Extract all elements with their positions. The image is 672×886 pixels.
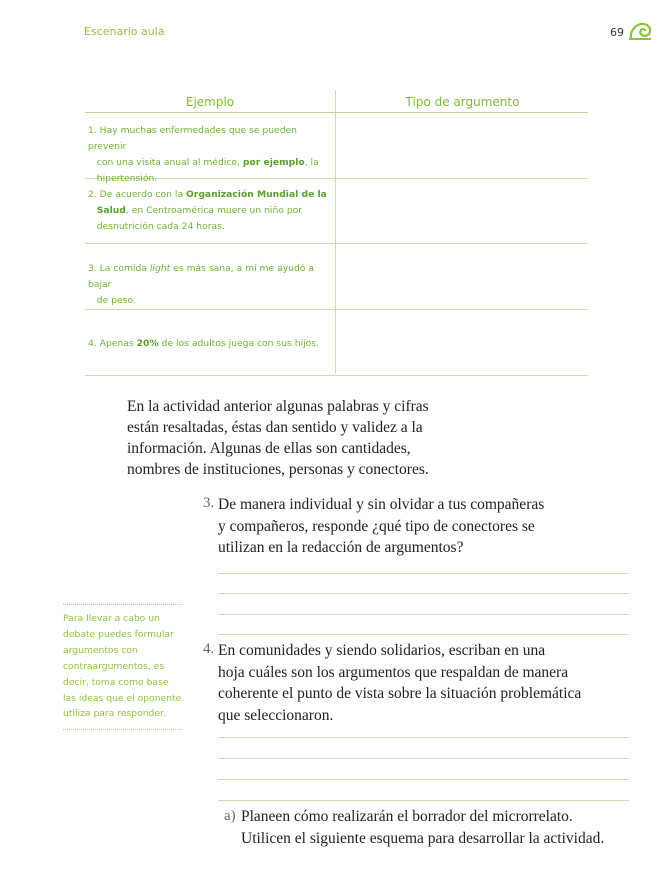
table-header [85,90,588,113]
answer-line[interactable] [218,758,629,759]
section-title: Escenario aula [84,25,165,38]
question-3-number: 3. [203,495,215,511]
table-row [85,310,588,376]
subquestion-a-letter: a) [224,808,236,824]
question-3-text: De manera individual y sin olvidar a tus compañeras y compañeros, responde ¿qué tipo de conectores se utilizan en la redacción de argumentos? [218,496,545,556]
answer-line[interactable] [218,737,629,738]
table-row [85,179,588,244]
example-text: 3. La comida light es más sana, a mí me ayudó a bajar de peso. [88,263,314,306]
page-number: 69 [610,26,624,39]
answer-line[interactable] [218,614,629,615]
table-row [85,113,588,184]
example-text: 2. De acuerdo con la Organización Mundial de la Salud, en Centroamérica muere un niño por desnutrición cada 24 horas. [88,189,327,232]
question-4-text: En comunidades y siendo solidarios, escriban en una hoja cuáles son los argumentos que respaldan de manera coherente el punto de vista sobre la situación problemática que seleccionaron. [218,642,582,724]
example-text: 1. Hay muchas enfermedades que se pueden prevenir con una visita anual al médico, por ejemplo, la hipertensión. [88,125,319,184]
side-note-text: Para llevar a cabo un debate puedes formular argumentos con contraargumentos, es decir, toma como base las ideas que el oponente utiliza para responder. [63,613,182,720]
answer-line[interactable] [218,573,629,574]
column-header-example: Ejemplo [185,95,235,109]
answer-line[interactable] [218,800,629,801]
side-note [63,604,182,730]
answer-line[interactable] [218,593,629,594]
table-row [85,244,588,310]
example-text: 4. Apenas 20% de los adultos juega con sus hijos. [88,338,319,349]
answer-line[interactable] [218,779,629,780]
subquestion-a-text: Planeen cómo realizarán el borrador del microrrelato. Utilicen el siguiente esquema para desarrollar la actividad. [241,808,605,847]
snail-logo-icon [629,22,653,40]
answer-line[interactable] [218,634,629,635]
column-header-argument-type: Tipo de argumento [405,95,520,109]
examples-table [85,90,588,376]
question-4-number: 4. [203,641,215,657]
intro-paragraph: En la actividad anterior algunas palabras y cifras están resaltadas, éstas dan sentido y validez a la información. Algunas de ellas son cantidades, nombres de instituciones, personas y conectores. [127,398,429,478]
